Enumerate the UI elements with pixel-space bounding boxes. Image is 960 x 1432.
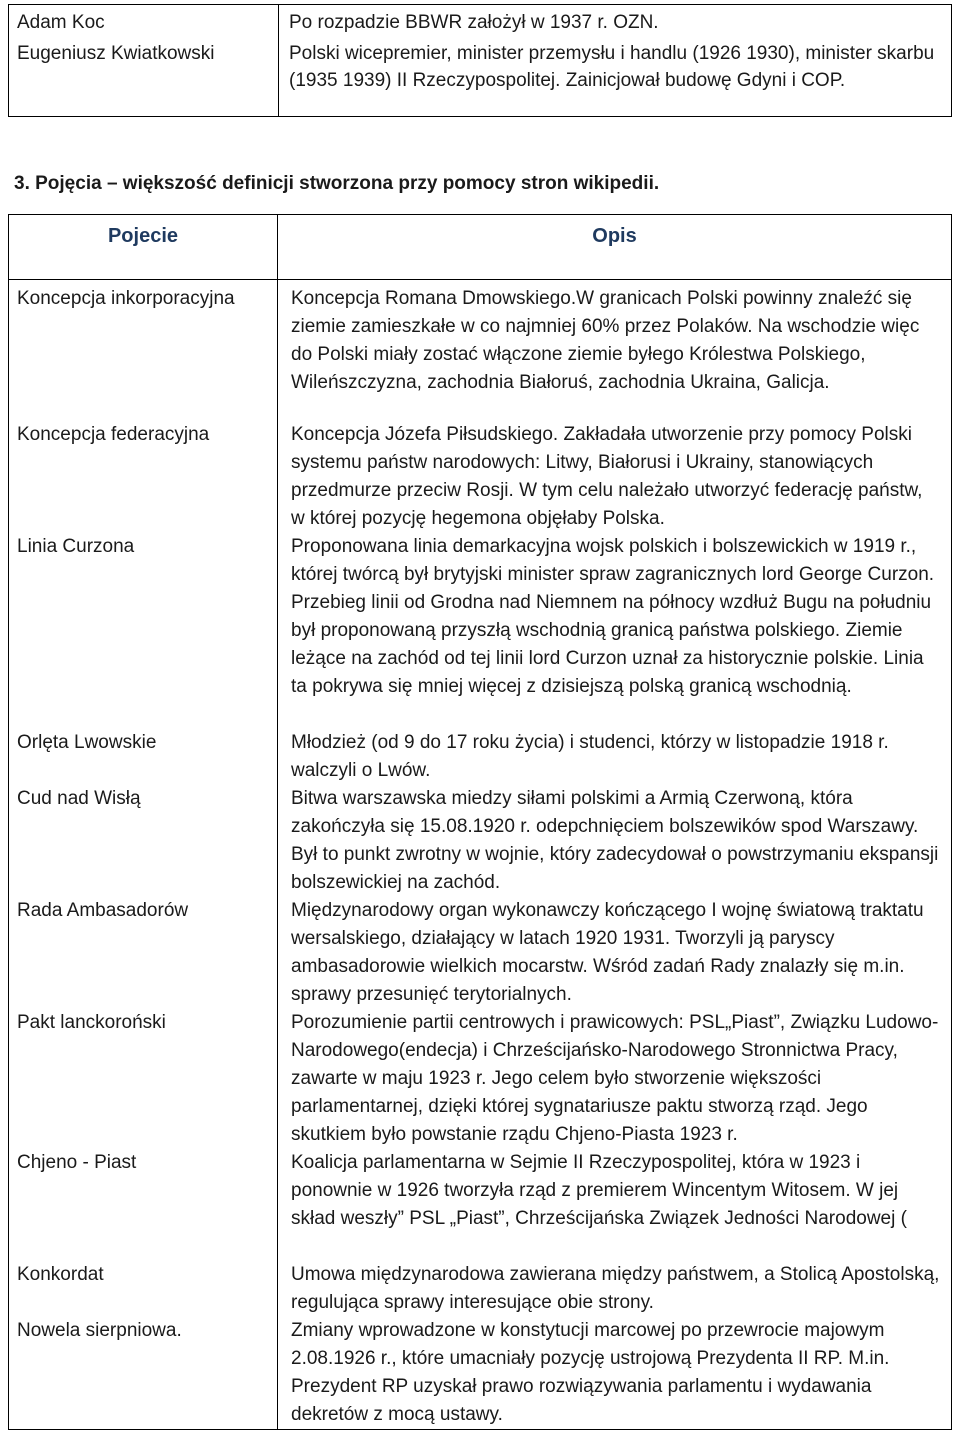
- description-cell: Międzynarodowy organ wykonawczy kończącego I wojnę światową traktatu wersalskiego, działający w latach 1920 1931. Tworzyli ją paryscy ambasadorowie wielkich mocarstw. Wśród zadań Rady znalazły się m.in. sprawy przesunięć terytorialnych.: [291, 900, 924, 1005]
- person-description: Polski wicepremier, minister przemysłu i handlu (1926 1930), minister skarbu (1935 1939) II Rzeczypospolitej. Zainicjował budowę Gdyni i COP.: [289, 43, 935, 91]
- description-cell: Koncepcja Romana Dmowskiego.W granicach Polski powinny znaleźć się ziemie zamieszkałe w co najmniej 60% przez Polaków. Na wschodzie więc do Polski miały zostać włączone ziemie byłego Królestwa Polskiego, Wileńszczyzna, zachodnia Białoruś, zachodnia Ukraina, Galicja.: [291, 288, 920, 393]
- header-term: Pojecie: [107, 225, 179, 247]
- term-cell: Rada Ambasadorów: [17, 900, 189, 921]
- description-cell: Umowa międzynarodowa zawierana między państwem, a Stolicą Apostolską, regulująca sprawy interesujące obie strony.: [291, 1264, 940, 1313]
- term-cell: Orlęta Lwowskie: [17, 732, 157, 753]
- description-cell: Zmiany wprowadzone w konstytucji marcowej po przewrocie majowym 2.08.1926 r., które umacniały pozycję ustrojową Prezydenta II RP. M.in. Prezydent RP uzyskał prawo rozwiązywania parlamentu i wydawania dekretów z mocą ustawy.: [291, 1320, 890, 1425]
- term-cell: Konkordat: [17, 1264, 104, 1285]
- description-cell: Proponowana linia demarkacyjna wojsk polskich i bolszewickich w 1919 r., której twórcą był brytyjski minister spraw zagranicznych lord George Curzon. Przebieg linii od Grodna nad Niemnem na północy wzdłuż Bugu na południu był proponowaną przyszłą wschodnią granicą państwa polskiego. Ziemie leżące na zachód od tej linii lord Curzon uznał za historycznie polskie. Linia ta pokrywa się mniej więcej z dzisiejszą polską granicą wschodnią.: [291, 536, 935, 697]
- description-cell: Koncepcja Józefa Piłsudskiego. Zakładała utworzenie przy pomocy Polski systemu państw narodowych: Litwy, Białorusi i Ukrainy, stanowiących przedmurze przeciw Rosji. W tym celu należało utworzyć federację państw, w której pozycję hegemona objęłaby Polska.: [291, 424, 923, 529]
- person-description: Po rozpadzie BBWR założył w 1937 r. OZN.: [289, 12, 659, 33]
- description-cell: Koalicja parlamentarna w Sejmie II Rzeczypospolitej, która w 1923 i ponownie w 1926 tworzyła rząd z premierem Wincentym Witosem. W jej skład weszły” PSL „Piast”, Chrześcijańska Związek Jedności Narodowej (: [291, 1152, 907, 1229]
- header-description: Opis: [592, 225, 637, 247]
- term-cell: Chjeno - Piast: [17, 1152, 137, 1173]
- table-row: [9, 5, 952, 37]
- section-heading: 3. Pojęcia – większość definicji stworzona przy pomocy stron wikipedii.: [14, 173, 660, 194]
- term-cell: Pakt lanckoroński: [17, 1012, 166, 1033]
- description-cell: Młodzież (od 9 do 17 roku życia) i studenci, którzy w listopadzie 1918 r. walczyli o Lwów.: [291, 732, 889, 781]
- term-cell: Cud nad Wisłą: [17, 788, 141, 809]
- term-cell: Nowela sierpniowa.: [17, 1320, 182, 1341]
- person-name: Adam Koc: [9, 5, 279, 37]
- column-divider: [277, 215, 278, 1429]
- concepts-table: [8, 214, 952, 1430]
- term-cell: Linia Curzona: [17, 536, 135, 557]
- description-cell: Bitwa warszawska miedzy siłami polskimi a Armią Czerwoną, która zakończyła się 15.08.1920 r. odepchnięciem bolszewików spod Warszawy. Był to punkt zwrotny w wojnie, który zadecydował o powstrzymaniu ekspansji bolszewickiej na zachód.: [291, 788, 939, 893]
- table-row: [9, 36, 952, 116]
- persons-table: [8, 4, 952, 117]
- table-header: [9, 215, 951, 280]
- description-cell: Porozumienie partii centrowych i prawicowych: PSL„Piast”, Związku Ludowo-Narodowego(endecja) i Chrześcijańsko-Narodowego Stronnictwa Pracy, zawarte w maju 1923 r. Jego celem było stworzenie większości parlamentarnej, dzięki której sygnatariusze paktu stworzą rząd. Jego skutkiem było powstanie rządu Chjeno-Piasta 1923 r.: [291, 1012, 939, 1145]
- term-cell: Koncepcja federacyjna: [17, 424, 210, 445]
- person-name: Eugeniusz Kwiatkowski: [9, 36, 279, 116]
- term-cell: Koncepcja inkorporacyjna: [17, 288, 235, 309]
